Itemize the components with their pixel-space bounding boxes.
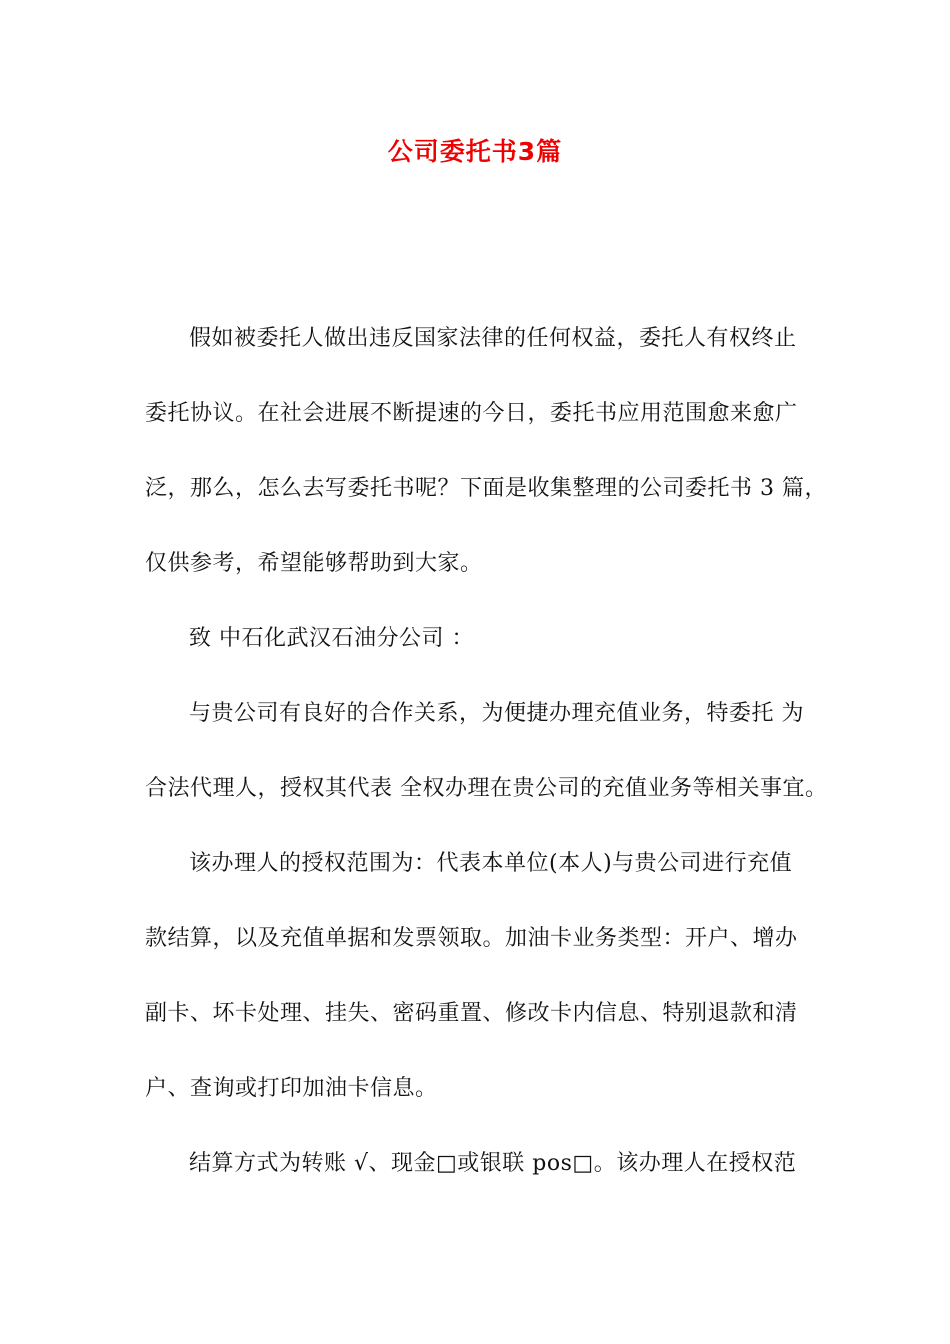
paragraph-line: 委托协议。在社会进展不断提速的今日，委托书应用范围愈来愈广: [145, 401, 798, 426]
paragraph-line: 仅供参考，希望能够帮助到大家。: [145, 551, 483, 576]
paragraph-line: 泛，那么，怎么去写委托书呢？下面是收集整理的公司委托书 3 篇，: [145, 476, 827, 501]
paragraph-line: 副卡、坏卡处理、挂失、密码重置、修改卡内信息、特别退款和清: [145, 1001, 798, 1026]
document-title: 公司委托书3篇: [387, 137, 563, 166]
paragraph-line: 该办理人的授权范围为：代表本单位(本人)与贵公司进行充值: [189, 851, 793, 876]
paragraph-line: 户、查询或打印加油卡信息。: [145, 1076, 438, 1101]
paragraph-line: 假如被委托人做出违反国家法律的任何权益，委托人有权终止: [189, 326, 797, 351]
paragraph-line: 与贵公司有良好的合作关系，为便捷办理充值业务，特委托 为: [189, 701, 804, 726]
paragraph-line: 合法代理人，授权其代表 全权办理在贵公司的充值业务等相关事宜。: [145, 776, 828, 801]
addressee-line: 致 中石化武汉石油分公司 ：: [189, 626, 474, 651]
paragraph-line: 结算方式为转账 √、现金□或银联 pos□。该办理人在授权范: [189, 1151, 797, 1176]
paragraph-line: 款结算，以及充值单据和发票领取。加油卡业务类型：开户、增办: [145, 926, 798, 951]
